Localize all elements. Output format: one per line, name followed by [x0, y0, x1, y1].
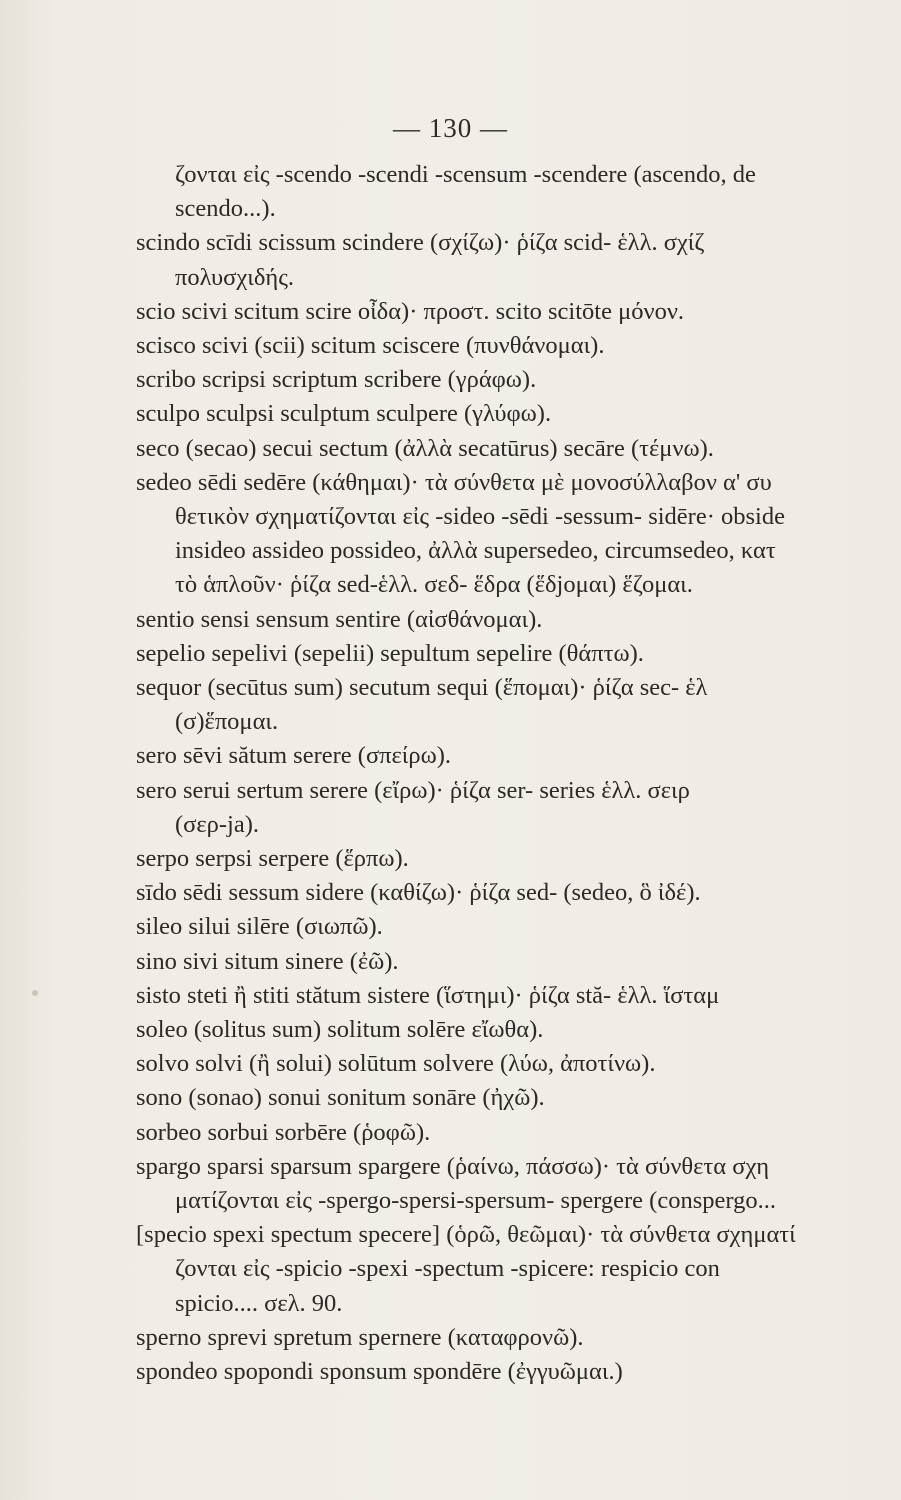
- entry-line: [specio spexi spectum specere] (ὁρῶ, θεῶμαι)· τὰ σύνθετα σχηματί: [136, 1221, 796, 1249]
- entry-line: sīdo sēdi sessum sidere (καθίζω)· ῥίζα sed- (sedeo, ὃ ἰδέ).: [136, 879, 701, 907]
- entry-line: sorbeo sorbui sorbēre (ῥοφῶ).: [136, 1118, 431, 1146]
- entry-continuation-line: (σ)ἕπομαι.: [175, 708, 279, 736]
- entry-line: serpo serpsi serpere (ἕρπω).: [136, 845, 409, 872]
- entry-line: sileo silui silēre (σιωπῶ).: [136, 913, 383, 941]
- entry-line: scio scivi scitum scire οἶδα)· προστ. scito scitōte μόνον.: [136, 297, 685, 325]
- entry-line: sequor (secūtus sum) secutum sequi (ἕπομαι)· ῥίζα sec- ἑλ: [136, 674, 708, 701]
- entry-line: sisto steti ἢ stiti stătum sistere (ἵστημι)· ῥίζα stă- ἑλλ. ἵσταμ: [136, 981, 720, 1009]
- entry-continuation-line: insideo assideo possideo, ἀλλὰ supersedeo, circumsedeo, κατ: [175, 537, 776, 565]
- entry-continuation-line: ζονται εἰς -scendo -scendi -scensum -scendere (ascendo, de: [175, 161, 756, 188]
- entry-line: spargo sparsi sparsum spargere (ῥαίνω, πάσσω)· τὰ σύνθετα σχη: [136, 1152, 770, 1180]
- entry-continuation-line: spicio.... σελ. 90.: [175, 1289, 343, 1317]
- page-number: — 130 —: [393, 113, 508, 143]
- entry-continuation-line: ματίζονται εἰς -spergo-spersi-spersum- spergere (conspergo...: [175, 1187, 776, 1214]
- entry-continuation-line: θετικὸν σχηματίζονται εἰς -sideo -sēdi -sessum- sidēre· obside: [175, 503, 785, 530]
- entry-line: scisco scivi (scii) scitum sciscere (πυνθάνομαι).: [136, 332, 605, 359]
- entry-line: sculpo sculpsi sculptum sculpere (γλύφω).: [136, 400, 552, 428]
- entry-continuation-line: πολυσχιδής.: [175, 263, 295, 291]
- entry-line: sino sivi situm sinere (ἐῶ).: [136, 947, 399, 975]
- entry-line: sedeo sēdi sedēre (κάθημαι)· τὰ σύνθετα μὲ μονοσύλλαβον α' συ: [136, 468, 772, 496]
- entry-line: sepelio sepelivi (sepelii) sepultum sepelire (θάπτω).: [136, 639, 644, 667]
- entry-line: sero serui sertum serere (εἴρω)· ῥίζα ser- series ἑλλ. σειρ: [136, 776, 690, 804]
- entry-line: sperno sprevi spretum spernere (καταφρονῶ).: [136, 1323, 584, 1351]
- entry-continuation-line: τὸ ἁπλοῦν· ῥίζα sed-ἑλλ. σεδ- ἕδρα (ἕδjομαι) ἕζομαι.: [175, 571, 693, 599]
- entry-continuation-line: scendo...).: [175, 195, 276, 223]
- entry-line: sentio sensi sensum sentire (αἰσθάνομαι).: [136, 605, 543, 633]
- entry-line: seco (secao) secui sectum (ἀλλὰ secatūrus) secāre (τέμνω).: [136, 434, 714, 462]
- entry-continuation-line: (σερ-ja).: [175, 810, 260, 838]
- entry-line: soleo (solitus sum) solitum solēre εἴωθα).: [136, 1016, 544, 1043]
- entry-line: scindo scīdi scissum scindere (σχίζω)· ῥίζα scid- ἑλλ. σχίζ: [136, 229, 705, 257]
- entry-line: spondeo spopondi sponsum spondēre (ἐγγυῶμαι.): [136, 1358, 623, 1385]
- entry-line: sero sēvi sătum serere (σπείρω).: [136, 742, 452, 770]
- entry-continuation-line: ζονται εἰς -spicio -spexi -spectum -spicere: respicio con: [175, 1255, 720, 1283]
- entry-line: scribo scripsi scriptum scribere (γράφω).: [136, 366, 537, 394]
- entry-line: sono (sonao) sonui sonitum sonāre (ἠχῶ).: [136, 1084, 545, 1112]
- entry-line: solvo solvi (ἢ solui) solūtum solvere (λύω, ἀποτίνω).: [136, 1050, 656, 1078]
